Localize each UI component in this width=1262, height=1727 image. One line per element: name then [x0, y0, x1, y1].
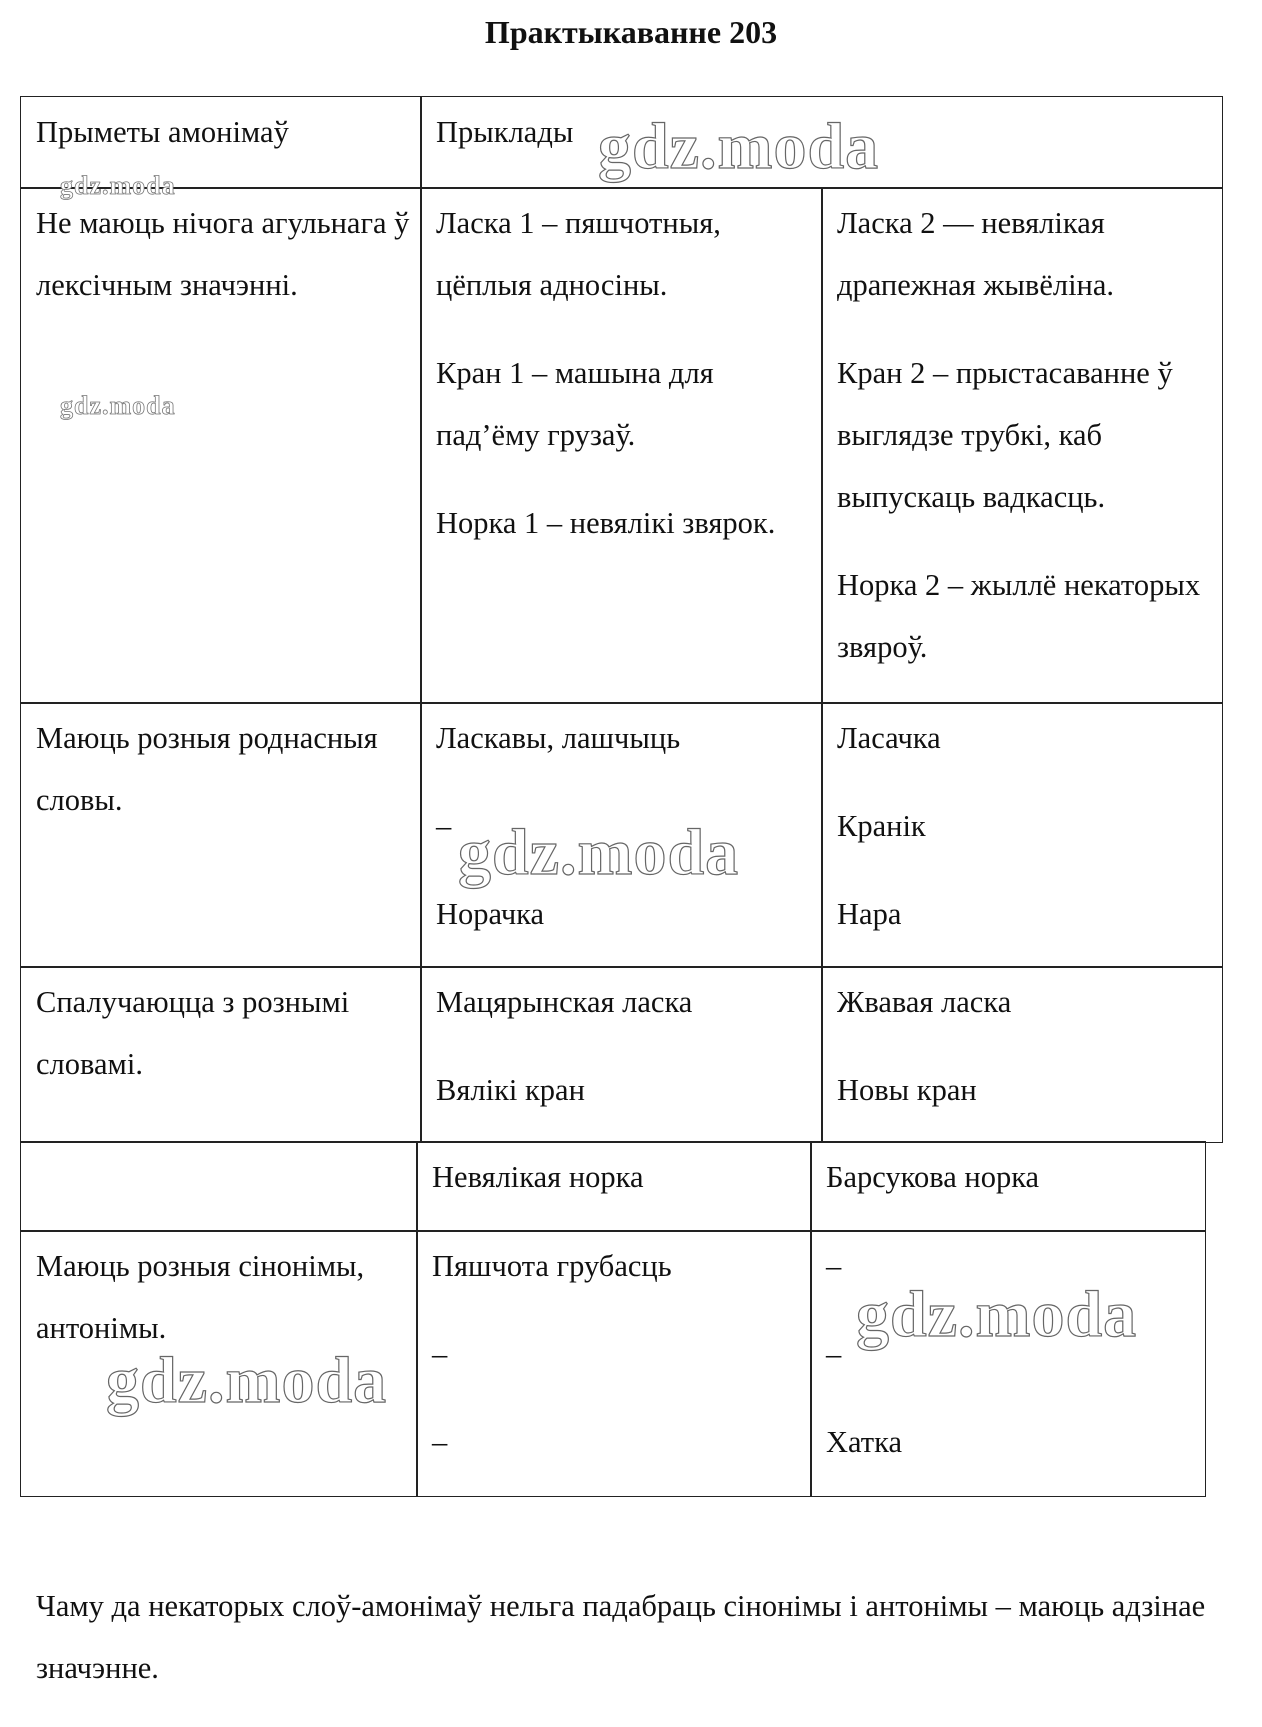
row4-examples-1: Невялікая норка [416, 1141, 812, 1232]
watermark: gdz.moda [60, 391, 176, 420]
row1-examples-2: Ласка 2 — невялікая драпежная жывёліна. Кран 2 – прыстасаванне ў выглядзе трубкі, каб выпускаць вадкасць. Норка 2 – жыллё некаторых звяроў. [821, 187, 1223, 704]
row4-examples-2: Барсукова норка [810, 1141, 1206, 1232]
row2-examples-2: Ласачка Кранік Нара [821, 702, 1223, 968]
row5-feature: Маюць розныя сінонімы, антонімы. [20, 1230, 418, 1497]
header-features: Прыметы амонімаў [20, 96, 422, 189]
row1-feature: Не маюць нічога агульнага ў лексічным значэнні. [20, 187, 422, 704]
watermark: gdz.moda [856, 1278, 1138, 1351]
row5-examples-1: Пяшчота грубасць – – [416, 1230, 812, 1497]
row3-examples-2: Жвавая ласка Новы кран [821, 966, 1223, 1143]
footer-text: Чаму да некаторых слоў-амонімаў нельга падабраць сінонімы і антонімы – маюць адзінае значэнне. [36, 1589, 1206, 1685]
row5-examples-2: – – Хатка [810, 1230, 1206, 1497]
watermark: gdz.moda [60, 171, 176, 200]
row2-feature: Маюць розныя роднасныя словы. [20, 702, 422, 968]
row3-examples-1: Мацярынская ласка Вялікі кран [420, 966, 823, 1143]
watermark: gdz.moda [106, 1344, 388, 1417]
header-examples: Прыклады [420, 96, 1223, 189]
watermark: gdz.moda [598, 110, 880, 183]
page-title: Практыкаванне 203 [484, 14, 778, 50]
row4-feature [20, 1141, 418, 1232]
watermark: gdz.moda [458, 816, 740, 889]
row3-feature: Спалучаюцца з рознымі словамі. [20, 966, 422, 1143]
row2-examples-1: Ласкавы, лашчыць – Норачка [420, 702, 823, 968]
row1-examples-1: Ласка 1 – пяшчотныя, цёплыя адносіны. Кран 1 – машына для пад’ёму грузаў. Норка 1 – невялікі звярок. [420, 187, 823, 704]
